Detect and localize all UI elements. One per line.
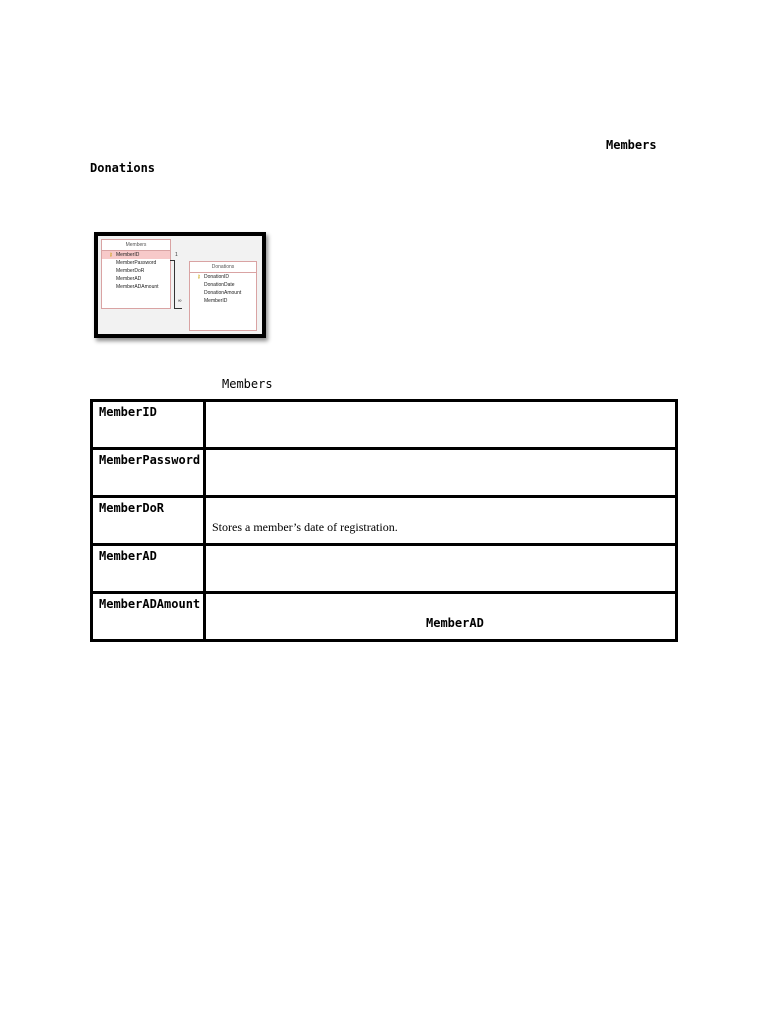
relationship-many-label: ∞	[178, 298, 182, 304]
entity-field-label: MemberDoR	[116, 268, 145, 274]
entity-field-label: MemberAD	[116, 276, 142, 282]
field-name-cell: MemberID	[92, 401, 205, 449]
table-row	[92, 449, 677, 497]
field-description-cell	[205, 545, 677, 593]
relationship-diagram	[94, 232, 266, 338]
relationship-line	[174, 260, 175, 308]
relationship-line	[170, 260, 175, 261]
entity-field-label: DonationDate	[204, 282, 235, 288]
relationship-one-label: 1	[175, 252, 178, 258]
table-row	[92, 497, 677, 545]
field-description-cell	[205, 401, 677, 449]
entity-field	[102, 275, 170, 283]
entity-field-label: DonationID	[204, 274, 230, 280]
donations-entity	[189, 261, 257, 331]
field-description-cell	[205, 449, 677, 497]
entity-field	[102, 283, 170, 291]
entity-field	[102, 259, 170, 267]
entity-field	[190, 281, 256, 289]
table-row	[92, 401, 677, 449]
field-description-code: MemberAD	[426, 616, 484, 630]
entity-field	[190, 273, 256, 281]
donations-heading: Donations	[90, 161, 156, 175]
donations-entity-title: Donations	[190, 262, 256, 273]
key-icon: ⚷	[109, 252, 113, 258]
entity-field	[102, 251, 170, 259]
members-entity-title: Members	[102, 240, 170, 251]
entity-field-label: MemberID	[204, 298, 228, 304]
field-name-cell: MemberPassword	[92, 449, 205, 497]
field-description-cell	[205, 593, 677, 641]
field-description: Stores a member’s date of registration.	[212, 520, 398, 534]
table-row	[92, 593, 677, 641]
entity-field	[190, 297, 256, 305]
field-name-cell: MemberAD	[92, 545, 205, 593]
entity-field-label: MemberID	[116, 252, 140, 258]
field-name-cell: MemberDoR	[92, 497, 205, 545]
field-name-cell: MemberADAmount	[92, 593, 205, 641]
entity-field-label: MemberADAmount	[116, 284, 159, 290]
entity-field-label: DonationAmount	[204, 290, 242, 296]
members-heading: Members	[606, 138, 657, 152]
table-row	[92, 545, 677, 593]
relationship-line	[174, 308, 182, 309]
table-caption: Members	[222, 377, 273, 391]
key-icon: ⚷	[197, 274, 201, 280]
entity-field	[102, 267, 170, 275]
field-description-cell	[205, 497, 677, 545]
field-description-table	[90, 399, 678, 642]
entity-field-label: MemberPassword	[116, 260, 157, 266]
entity-field	[190, 289, 256, 297]
members-entity	[101, 239, 171, 309]
